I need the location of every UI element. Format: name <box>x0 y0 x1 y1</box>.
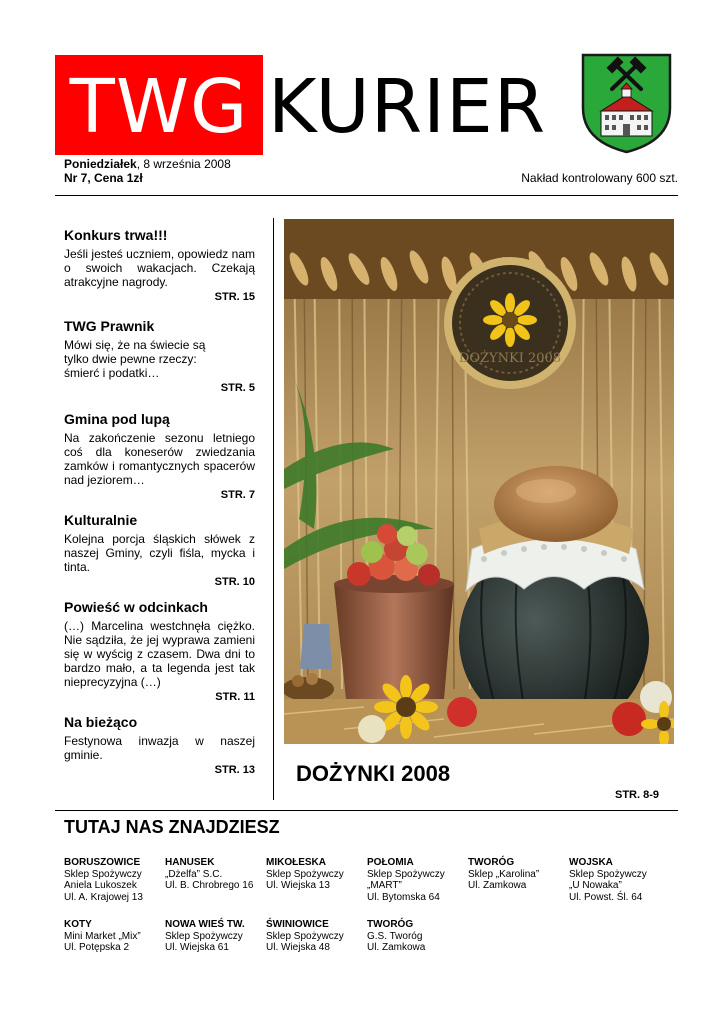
store-polomia <box>367 857 477 903</box>
store-boruszowice <box>64 857 174 903</box>
store-koty <box>64 919 174 954</box>
feature-page-ref: STR. 8-9 <box>614 789 659 801</box>
store-line: Ul. Wiejska 13 <box>266 880 330 891</box>
store-line: Sklep Spożywczy <box>165 930 243 942</box>
store-line: Aniela Lukoszek <box>64 880 137 891</box>
store-line: Ul. Potępska 2 <box>64 942 130 953</box>
teaser-kulturalnie[interactable] <box>64 512 255 589</box>
issue-number-price: Nr 7, Cena 1zł <box>64 171 143 185</box>
store-location: WOJSKA <box>569 857 613 868</box>
store-line: Sklep Spożywczy <box>266 930 344 942</box>
store-location: TWORÓG <box>468 857 515 868</box>
wreath-text: DOŻYNKI 2008 <box>458 351 562 366</box>
harvest-festival-photo[interactable] <box>284 219 674 744</box>
teaser-konkurs[interactable] <box>64 227 255 304</box>
store-swiniowice <box>266 919 376 954</box>
store-nowa-wies <box>165 919 275 954</box>
store-line: Sklep Spożywczy <box>367 868 445 880</box>
teaser-title: Powieść w odcinkach <box>64 599 208 615</box>
store-line: Sklep „Karolina” <box>468 868 540 880</box>
store-line: Ul. Bytomska 64 <box>367 891 440 903</box>
store-line: „Dżelfa” S.C. <box>165 868 223 880</box>
store-line: Ul. A. Krajowej 13 <box>64 891 143 903</box>
teaser-text: Na zakończenie sezonu letniego coś dla koneserów zwiedzania zamków i romantycznych spacerów nad jeziorem… <box>64 431 255 487</box>
store-location: POŁOMIA <box>367 857 414 868</box>
store-line: Mini Market „Mix” <box>64 930 141 942</box>
teaser-page: STR. 5 <box>220 382 255 394</box>
teaser-page: STR. 10 <box>214 576 255 588</box>
store-line: „MART” <box>367 880 402 891</box>
store-location: ŚWINIOWICE <box>266 919 329 930</box>
store-wojska <box>569 857 679 903</box>
masthead-title: KURIER <box>268 64 547 150</box>
store-location: TWORÓG <box>367 919 414 930</box>
store-tworog <box>468 857 578 892</box>
store-location: KOTY <box>64 919 92 930</box>
store-line: Ul. Wiejska 48 <box>266 942 330 953</box>
store-line: Sklep Spożywczy <box>569 868 647 880</box>
store-location: HANUSEK <box>165 857 215 868</box>
teaser-page: STR. 7 <box>220 489 255 501</box>
teaser-text: Festynowa inwazja w naszej gminie. <box>64 734 255 762</box>
teaser-title: Konkurs trwa!!! <box>64 227 168 243</box>
issue-date: Poniedziałek, 8 września 2008 <box>64 157 231 171</box>
teaser-page: STR. 13 <box>214 764 255 776</box>
teaser-na-biezaco[interactable] <box>64 714 255 777</box>
store-mikoleska <box>266 857 376 892</box>
teaser-powiesc[interactable] <box>64 599 255 704</box>
teaser-page: STR. 15 <box>214 291 255 303</box>
store-line: Sklep Spożywczy <box>64 868 142 880</box>
teaser-text: Jeśli jesteś uczniem, opowiedz nam o swoich wakacjach. Czekają atrakcyjne nagrody. <box>64 247 255 289</box>
circulation-note: Nakład kontrolowany 600 szt. <box>521 171 678 185</box>
teaser-title: TWG Prawnik <box>64 318 155 334</box>
store-location: NOWA WIEŚ TW. <box>165 919 245 930</box>
feature-headline[interactable]: DOŻYNKI 2008 <box>296 761 451 786</box>
header-rule <box>55 195 678 196</box>
store-line: Sklep Spożywczy <box>266 868 344 880</box>
store-location: BORUSZOWICE <box>64 857 141 868</box>
store-line: Ul. Zamkowa <box>468 880 527 891</box>
teaser-title: Kulturalnie <box>64 512 138 528</box>
coat-of-arms-icon <box>581 53 672 154</box>
store-line: Ul. Zamkowa <box>367 942 426 953</box>
store-line: Ul. Wiejska 61 <box>165 942 229 953</box>
teaser-page: STR. 11 <box>215 691 255 703</box>
store-tworog-gs <box>367 919 477 954</box>
teaser-text: Kolejna porcja śląskich słówek z naszej Gminy, czyli fiśla, mycka i tinta. <box>64 532 255 574</box>
store-location: MIKOŁESKA <box>266 857 326 868</box>
column-divider <box>273 218 274 800</box>
store-line: Ul. Powst. Śl. 64 <box>569 891 643 903</box>
stores-section-title: TUTAJ NAS ZNAJDZIESZ <box>64 817 280 837</box>
store-line: G.S. Tworóg <box>367 930 423 942</box>
section-rule <box>55 810 678 811</box>
teaser-prawnik[interactable] <box>64 318 255 395</box>
teaser-text: Mówi się, że na świecie są tylko dwie pewne rzeczy: śmierć i podatki… <box>64 338 206 380</box>
teaser-title: Na bieżąco <box>64 714 138 730</box>
masthead-brand: TWG <box>69 64 249 150</box>
teaser-title: Gmina pod lupą <box>64 411 170 427</box>
store-hanusek <box>165 857 275 892</box>
teaser-gmina[interactable] <box>64 411 255 502</box>
store-line: Ul. B. Chrobrego 16 <box>165 880 254 891</box>
teaser-text: (…) Marcelina westchnęła ciężko. Nie sądziła, że jej wyprawa zamieni się w wyścig z czasem. Dwa dni to bardzo mało, a ta legenda jest tak nieprecyzyjna (…) <box>64 619 255 689</box>
store-line: „U Nowaka” <box>569 880 622 891</box>
